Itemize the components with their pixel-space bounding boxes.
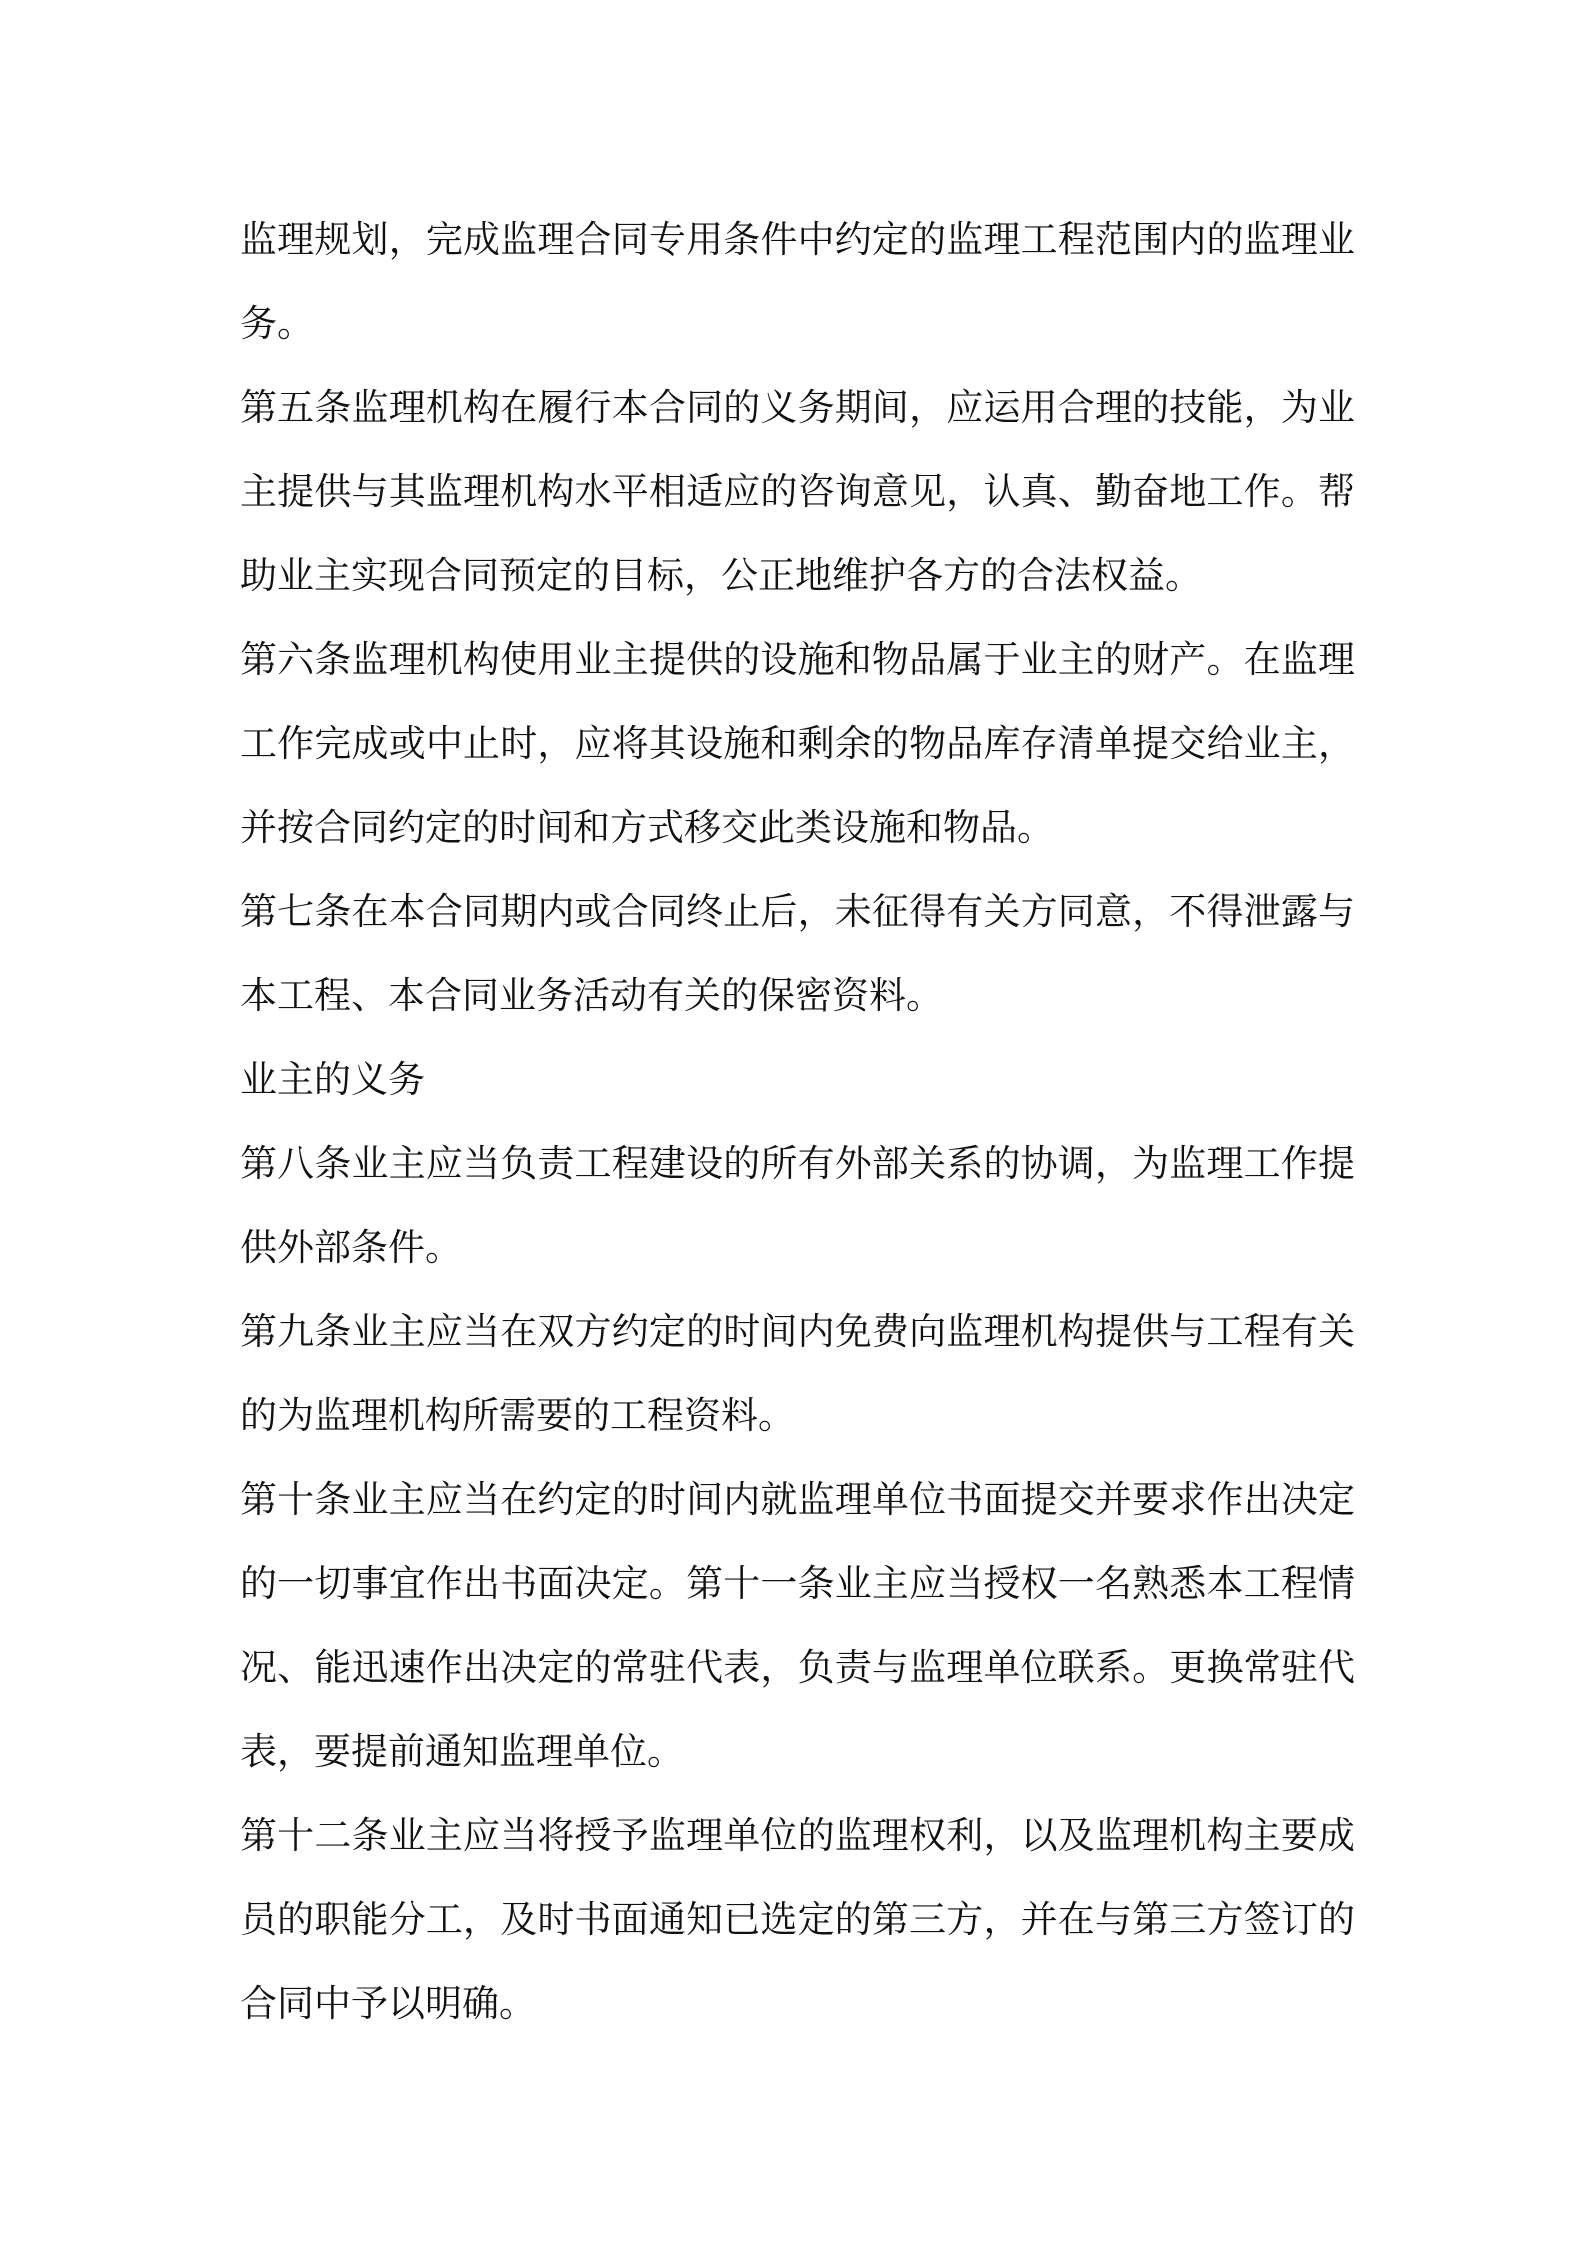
paragraph-article-9: 第九条业主应当在双方约定的时间内免费向监理机构提供与工程有关的为监理机构所需要的工程资料。 xyxy=(240,1310,1355,1437)
document-body xyxy=(240,198,1355,2046)
section-heading-owner-obligations: 业主的义务 xyxy=(240,1058,425,1101)
paragraph-supervision-plan: 监理规划，完成监理合同专用条件中约定的监理工程范围内的监理业务。 xyxy=(240,218,1355,345)
paragraph-article-7: 第七条在本合同期内或合同终止后，未征得有关方同意，不得泄露与本工程、本合同业务活动有关的保密资料。 xyxy=(240,890,1355,1017)
paragraph-article-5: 第五条监理机构在履行本合同的义务期间，应运用合理的技能，为业主提供与其监理机构水平相适应的咨询意见，认真、勤奋地工作。帮助业主实现合同预定的目标，公正地维护各方的合法权益。 xyxy=(240,386,1355,597)
paragraph-article-8: 第八条业主应当负责工程建设的所有外部关系的协调，为监理工作提供外部条件。 xyxy=(240,1142,1355,1269)
paragraph-article-10-11: 第十条业主应当在约定的时间内就监理单位书面提交并要求作出决定的一切事宜作出书面决定。第十一条业主应当授权一名熟悉本工程情况、能迅速作出决定的常驻代表，负责与监理单位联系。更换常驻代表，要提前通知监理单位。 xyxy=(240,1478,1355,1773)
paragraph-article-12: 第十二条业主应当将授予监理单位的监理权利，以及监理机构主要成员的职能分工，及时书面通知已选定的第三方，并在与第三方签订的合同中予以明确。 xyxy=(240,1814,1355,2025)
paragraph-article-6: 第六条监理机构使用业主提供的设施和物品属于业主的财产。在监理工作完成或中止时，应将其设施和剩余的物品库存清单提交给业主，并按合同约定的时间和方式移交此类设施和物品。 xyxy=(240,638,1355,849)
